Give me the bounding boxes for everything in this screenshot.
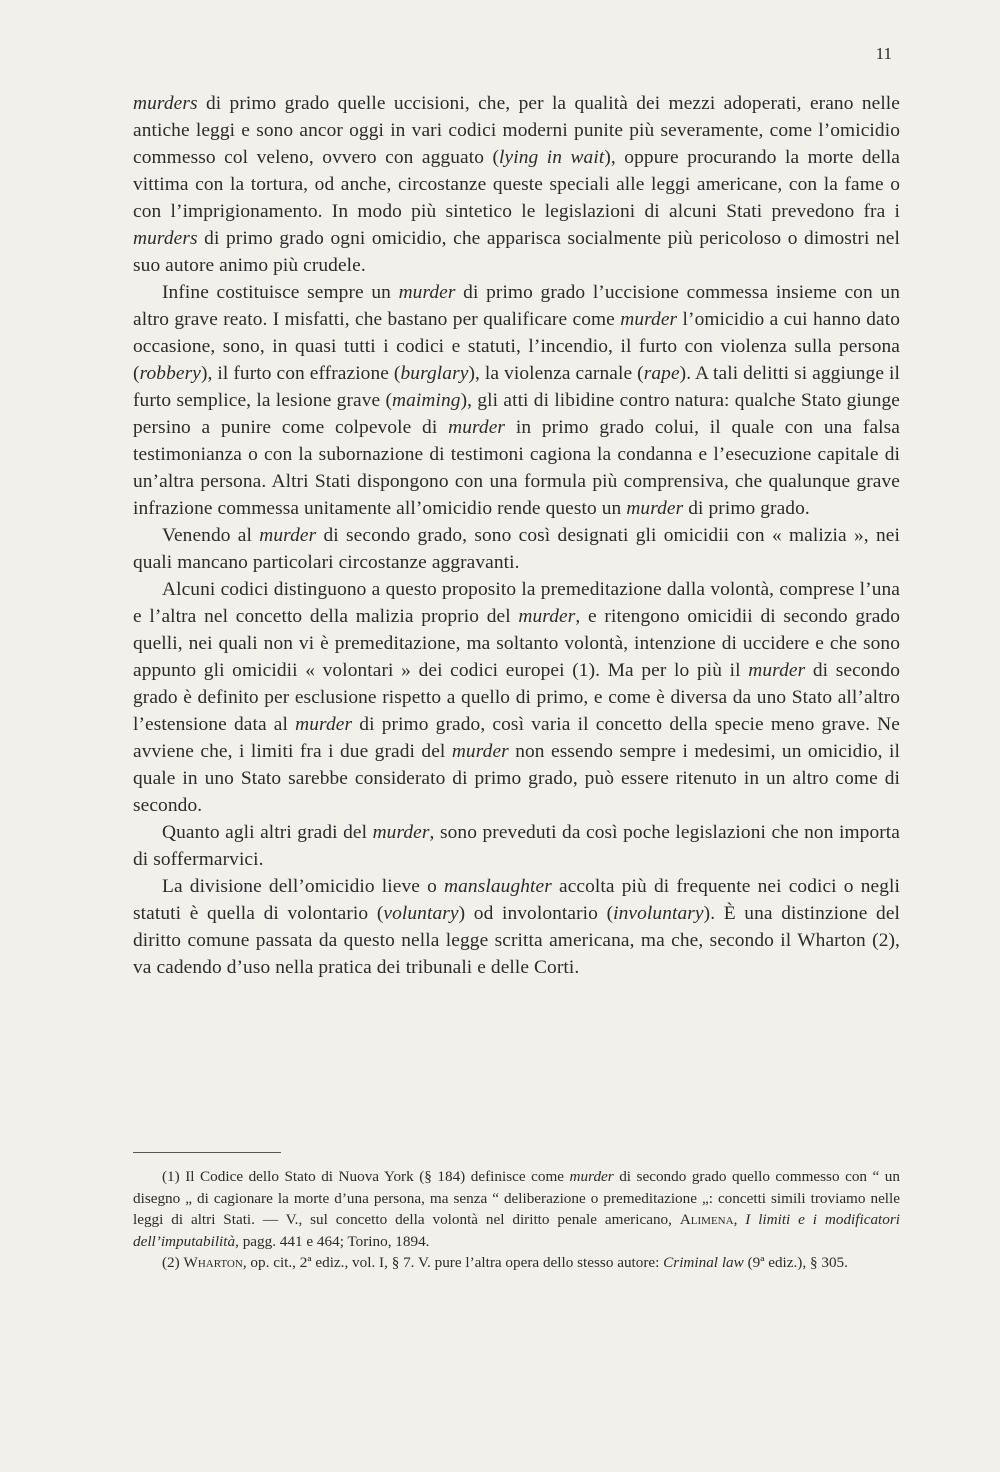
paragraph-5: Quanto agli altri gradi del murder, sono preveduti da così poche legislazioni che non importa di soffermarvici. [133, 822, 900, 870]
italic-term: murder [259, 525, 317, 546]
footnotes [133, 1166, 900, 1274]
italic-term: murder [626, 498, 684, 519]
italic-term: murders [133, 228, 198, 249]
italic-term: voluntary [383, 903, 459, 924]
italic-term: murder [518, 606, 576, 627]
body-text [133, 90, 900, 981]
italic-term: murder [398, 282, 456, 303]
footnote-2: (2) Wharton, op. cit., 2ª ediz., vol. I, § 7. V. pure l’altra opera dello stesso autore: Criminal law (9ª ediz.), § 305. [162, 1254, 848, 1272]
italic-term: burglary [400, 363, 469, 384]
italic-term: robbery [139, 363, 201, 384]
italic-term: murder [451, 741, 509, 762]
italic-term: lying in wait [499, 147, 605, 168]
italic-term: murder [620, 309, 678, 330]
italic-term: Criminal law [663, 1254, 744, 1272]
italic-term: murder [748, 660, 806, 681]
italic-term: involuntary [613, 903, 704, 924]
italic-term: murder [448, 417, 506, 438]
page-number: 11 [875, 44, 892, 63]
paragraph-3: Venendo al murder di secondo grado, sono così designati gli omicidii con « malizia », nei quali mancano particolari circostanze aggravanti. [133, 525, 900, 573]
italic-term: rape [643, 363, 680, 384]
paragraph-1: murders di primo grado quelle uccisioni, che, per la qualità dei mezzi adoperati, erano nelle antiche leggi e sono ancor oggi in vari codici moderni punite più severamente, come l’omicidio commesso col veleno, ovvero con agguato (lying in wait), oppure procurando la morte della vittima con la tortura, od anche, circostanze queste speciali alle leggi americane, con la fame o con l’imprigionamento. In modo più sintetico le legislazioni di alcuni Stati prevedono fra i murders di primo grado ogni omicidio, che apparisca socialmente più pericoloso o dimostri nel suo autore animo più crudele. [133, 93, 901, 276]
italic-term: murder [372, 822, 430, 843]
author-name: Alimena [679, 1211, 734, 1229]
italic-term: maiming [392, 390, 461, 411]
paragraph-4: Alcuni codici distinguono a questo proposito la premeditazione dalla volontà, comprese l’una e l’altra nel concetto della malizia proprio del murder, e ritengono omicidii di secondo grado quelli, nei quali non vi è premeditazione, ma soltanto volontà, intenzione di uccidere e che sono appunto gli omicidii « volontari » dei codici europei (1). Ma per lo più il murder di secondo grado è definito per esclusione rispetto a quello di primo, e come è diversa da uno Stato all’altro l’estensione data al murder di primo grado, così varia il concetto della specie meno grave. Ne avviene che, i limiti fra i due gradi del murder non essendo sempre i medesimi, un omicidio, il quale in uno Stato sarebbe considerato di primo grado, può essere ritenuto in un altro come di secondo. [133, 579, 900, 816]
italic-term: murder [295, 714, 353, 735]
paragraph-6: La divisione dell’omicidio lieve o manslaughter accolta più di frequente nei codici o negli statuti è quella di volontario (voluntary) od involontario (involuntary). È una distinzione del diritto comune passata da questo nella legge scritta americana, ma che, secondo il Wharton (2), va cadendo d’uso nella pratica dei tribunali e delle Corti. [133, 876, 901, 978]
italic-term: manslaughter [444, 876, 552, 897]
author-name: Wharton [183, 1254, 243, 1272]
italic-term: murders [133, 93, 198, 114]
footnote-1: (1) Il Codice dello Stato di Nuova York (§ 184) definisce come murder di secondo grado quello commesso con “ un disegno „ di cagionare la morte d’una persona, ma senza “ deliberazione o premeditazione „: concetti simili troviamo nelle leggi di altri Stati. — V., sul concetto della volontà nel diritto penale americano, Alimena, I limiti e i modificatori dell’imputabilità, pagg. 441 e 464; Torino, 1894. [133, 1168, 900, 1250]
footnote-separator [133, 1152, 281, 1153]
italic-term: murder [569, 1168, 614, 1185]
italic-term: I limiti e i modificatori dell’imputabilità [133, 1211, 900, 1250]
paragraph-2: Infine costituisce sempre un murder di primo grado l’uccisione commessa insieme con un altro grave reato. I misfatti, che bastano per qualificare come murder l’omicidio a cui hanno dato occasione, sono, in quasi tutti i codici e statuti, l’incendio, il furto con violenza sulla persona (robbery), il furto con effrazione (burglary), la violenza carnale (rape). A tali delitti si aggiunge il furto semplice, la lesione grave (maiming), gli atti di libidine contro natura: qualche Stato giunge persino a punire come colpevole di murder in primo grado colui, il quale con una falsa testimonianza o con la subornazione di testimoni cagiona la condanna e l’esecuzione capitale di un’altra persona. Altri Stati dispongono con una formula più comprensiva, che qualunque grave infrazione commessa unitamente all’omicidio rende questo un murder di primo grado. [133, 282, 900, 519]
